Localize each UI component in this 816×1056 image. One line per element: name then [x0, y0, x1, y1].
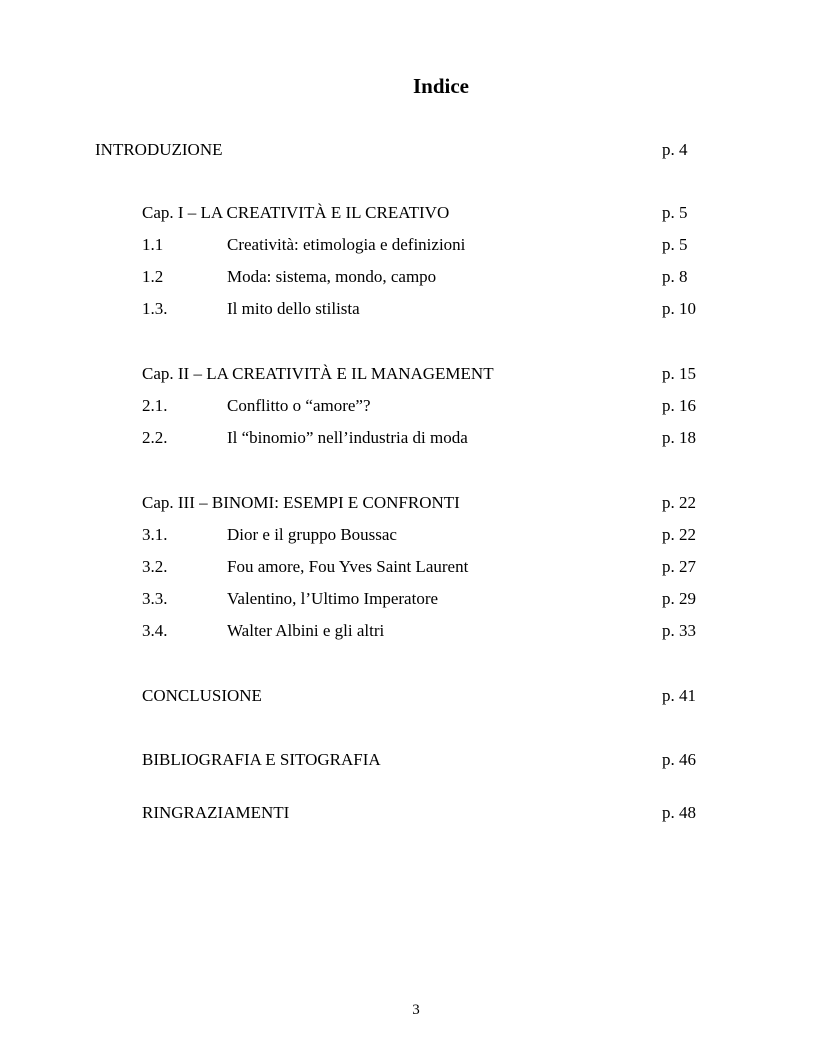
page-title: Indice	[412, 74, 469, 98]
toc-entry-label: Conflitto o “amore”?	[227, 396, 371, 415]
toc-entry-number: 3.2.	[142, 557, 168, 576]
toc-entry-number: 3.1.	[142, 525, 168, 544]
toc-entry-number: 1.3.	[142, 299, 168, 318]
toc-entry-introduzione	[0, 138, 816, 162]
toc-entry-page: p. 4	[662, 140, 688, 159]
toc-entry-page: p. 15	[662, 364, 696, 383]
toc-section-2-2	[0, 426, 816, 450]
toc-entry-number: 3.4.	[142, 621, 168, 640]
footer-page-number: 3	[412, 1002, 420, 1018]
toc-entry-number: 3.3.	[142, 589, 168, 608]
toc-entry-page: p. 18	[662, 428, 696, 447]
toc-entry-label: CONCLUSIONE	[142, 686, 262, 705]
toc-section-3-3	[0, 587, 816, 611]
toc-entry-label: Il mito dello stilista	[227, 299, 360, 318]
toc-entry-page: p. 16	[662, 396, 696, 415]
toc-entry-label: Cap. II – LA CREATIVITÀ E IL MANAGEMENT	[142, 364, 494, 383]
toc-entry-page: p. 46	[662, 750, 696, 769]
toc-entry-label: Fou amore, Fou Yves Saint Laurent	[227, 557, 469, 576]
toc-entry-number: 1.1	[142, 235, 164, 254]
toc-entry-page: p. 29	[662, 589, 696, 608]
toc-entry-page: p. 5	[662, 203, 688, 222]
toc-entry-number: 1.2	[142, 267, 164, 286]
toc-section-1-2	[0, 265, 816, 289]
toc-entry-label: Cap. I – LA CREATIVITÀ E IL CREATIVO	[142, 203, 450, 222]
toc-entry-page: p. 22	[662, 525, 696, 544]
toc-entry-page: p. 8	[662, 267, 688, 286]
toc-entry-label: Dior e il gruppo Boussac	[227, 525, 397, 544]
toc-entry-number: 2.2.	[142, 428, 168, 447]
toc-entry-page: p. 22	[662, 493, 696, 512]
toc-chapter-2	[0, 362, 816, 386]
toc-entry-page: p. 33	[662, 621, 696, 640]
toc-entry-label: Walter Albini e gli altri	[227, 621, 385, 640]
toc-entry-page: p. 48	[662, 803, 696, 822]
toc-entry-label: Moda: sistema, mondo, campo	[227, 267, 437, 286]
toc-chapter-1	[0, 201, 816, 225]
toc-entry-ringraziamenti	[0, 801, 816, 825]
toc-section-1-3	[0, 297, 816, 321]
toc-entry-page: p. 10	[662, 299, 696, 318]
toc-entry-label: Il “binomio” nell’industria di moda	[227, 428, 468, 447]
toc-entry-page: p. 5	[662, 235, 688, 254]
toc-section-2-1	[0, 394, 816, 418]
toc-entry-conclusione	[0, 684, 816, 708]
toc-entry-label: Valentino, l’Ultimo Imperatore	[227, 589, 439, 608]
toc-entry-page: p. 41	[662, 686, 696, 705]
toc-entry-bibliografia	[0, 748, 816, 772]
toc-entry-label: RINGRAZIAMENTI	[142, 803, 290, 822]
toc-entry-label: Cap. III – BINOMI: ESEMPI E CONFRONTI	[142, 493, 460, 512]
toc-entry-label: Creatività: etimologia e definizioni	[227, 235, 466, 254]
toc-section-3-2	[0, 555, 816, 579]
toc-entry-label: BIBLIOGRAFIA E SITOGRAFIA	[142, 750, 381, 769]
toc-entry-label: INTRODUZIONE	[95, 140, 223, 159]
toc-entry-page: p. 27	[662, 557, 696, 576]
toc-section-3-4	[0, 619, 816, 643]
toc-section-3-1	[0, 523, 816, 547]
toc-chapter-3	[0, 491, 816, 515]
toc-entry-number: 2.1.	[142, 396, 168, 415]
toc-section-1-1	[0, 233, 816, 257]
